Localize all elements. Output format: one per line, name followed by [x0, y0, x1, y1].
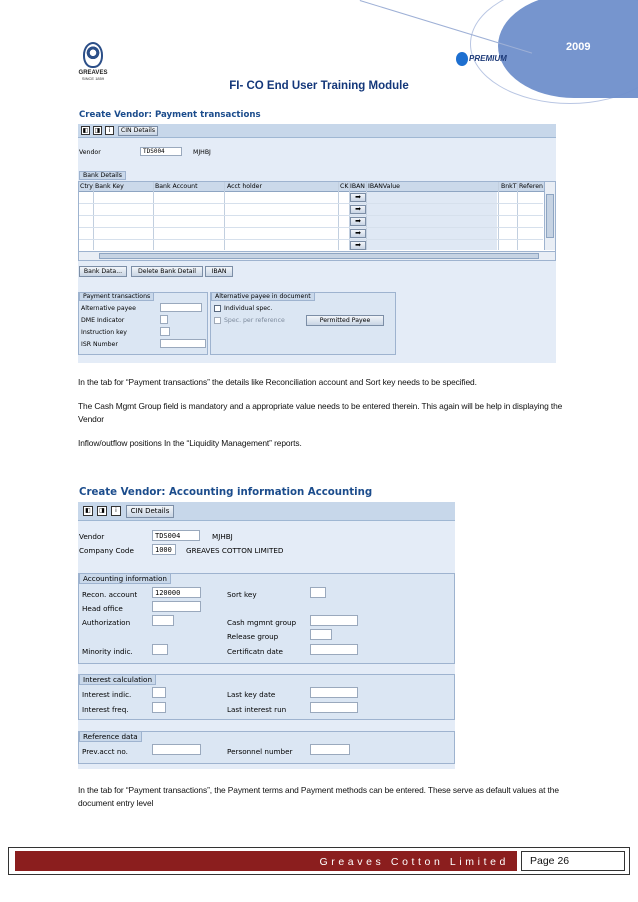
- dme-indicator-field[interactable]: [160, 315, 168, 324]
- horizontal-scrollbar[interactable]: [79, 251, 555, 260]
- logo-since: SINCE 1859: [81, 76, 105, 81]
- group-title: Interest calculation: [79, 674, 156, 685]
- instruction-key-field[interactable]: [160, 327, 170, 336]
- page-number: Page 26: [521, 851, 625, 871]
- iban-value-column: [349, 192, 497, 250]
- table-header: [79, 182, 555, 192]
- company-code-label: Company Code: [79, 546, 134, 555]
- head-office-label: Head office: [82, 604, 123, 613]
- group-title: Accounting information: [79, 573, 171, 584]
- cin-details-button[interactable]: CIN Details: [126, 505, 174, 518]
- cash-mgmnt-group-label: Cash mgmnt group: [227, 618, 297, 627]
- next-icon[interactable]: ◨: [94, 127, 101, 134]
- next-icon[interactable]: ◨: [97, 506, 107, 516]
- column-header: CK: [340, 183, 349, 190]
- column-header: BnkT: [501, 183, 517, 190]
- logo-name: GREAVES: [78, 70, 108, 76]
- info-icon[interactable]: i: [111, 506, 121, 516]
- recon-account-label: Recon. account: [82, 590, 138, 599]
- iban-arrow-icon[interactable]: ➡: [350, 193, 366, 202]
- column-header: Bank Key: [95, 183, 124, 190]
- interest-indicator-field[interactable]: [152, 687, 166, 698]
- permitted-payee-button[interactable]: Permitted Payee: [306, 315, 384, 326]
- authorization-label: Authorization: [82, 618, 131, 627]
- vendor-value: TDS004: [155, 532, 181, 540]
- column-header: Referen: [519, 183, 543, 190]
- page-footer: [8, 847, 630, 875]
- column-header: Bank Account: [155, 183, 198, 190]
- delete-bank-detail-button[interactable]: Delete Bank Detail: [131, 266, 203, 277]
- vendor-value: TDS004: [143, 148, 165, 155]
- vendor-label: Vendor: [79, 532, 105, 541]
- column-header: Ctry: [80, 183, 93, 190]
- certification-date-field[interactable]: [310, 644, 358, 655]
- personnel-number-label: Personnel number: [227, 747, 293, 756]
- prev-icon[interactable]: ◧: [82, 127, 89, 134]
- alternative-payee-label: Alternative payee: [81, 305, 136, 312]
- bank-data-button[interactable]: Bank Data...: [79, 266, 127, 277]
- table-row: [79, 215, 543, 216]
- paragraph: In the tab for “Payment transactions” the details like Reconciliation account and Sort key needs to be specified.: [78, 377, 477, 387]
- vertical-scrollbar[interactable]: [544, 182, 555, 250]
- year-label: 2009: [566, 41, 591, 53]
- app-toolbar: [78, 124, 556, 138]
- column-header: Acct holder: [227, 183, 263, 190]
- group-title: Payment transactions: [79, 292, 154, 301]
- iban-arrow-icon[interactable]: ➡: [350, 229, 366, 238]
- info-icon[interactable]: i: [105, 126, 114, 135]
- interest-frequency-field[interactable]: [152, 702, 166, 713]
- column-header: IBANValue: [368, 183, 400, 190]
- last-key-date-field[interactable]: [310, 687, 358, 698]
- minority-indicator-label: Minority indic.: [82, 647, 133, 656]
- cash-mgmnt-group-field[interactable]: [310, 615, 358, 626]
- footer-band: [15, 851, 517, 871]
- paragraph: Inflow/outflow positions In the “Liquidity Management” reports.: [78, 438, 302, 448]
- vendor-name: MJHBJ: [193, 149, 211, 156]
- spec-per-reference-label: Spec. per reference: [224, 317, 285, 324]
- cin-details-button[interactable]: CIN Details: [118, 126, 158, 136]
- iban-button[interactable]: IBAN: [205, 266, 233, 277]
- company-code-value: 1000: [155, 546, 172, 554]
- last-interest-run-field[interactable]: [310, 702, 358, 713]
- vendor-field[interactable]: [152, 530, 200, 541]
- screen-title: Create Vendor: Payment transactions: [79, 110, 261, 120]
- premium-icon: [456, 52, 468, 66]
- iban-arrow-icon[interactable]: ➡: [350, 241, 366, 250]
- vendor-name: MJHBJ: [212, 532, 233, 541]
- sort-key-label: Sort key: [227, 590, 257, 599]
- authorization-field[interactable]: [152, 615, 174, 626]
- paragraph: In the tab for “Payment transactions”, the Payment terms and Payment methods can be entered. These serve as default values at the document entry level: [78, 785, 559, 808]
- company-code-field[interactable]: [152, 544, 176, 555]
- interest-indicator-label: Interest indic.: [82, 690, 132, 699]
- group-title: Alternative payee in document: [211, 292, 315, 301]
- certification-date-label: Certificatn date: [227, 647, 283, 656]
- recon-account-field[interactable]: [152, 587, 201, 598]
- personnel-number-field[interactable]: [310, 744, 350, 755]
- table-row: [79, 227, 543, 228]
- previous-account-label: Prev.acct no.: [82, 747, 128, 756]
- isr-number-field[interactable]: [160, 339, 206, 348]
- dme-indicator-label: DME Indicator: [81, 317, 125, 324]
- group-title: Reference data: [79, 731, 142, 742]
- individual-spec-label: Individual spec.: [224, 305, 273, 312]
- table-row: [79, 239, 543, 240]
- release-group-label: Release group: [227, 632, 279, 641]
- recon-account-value: 120000: [155, 589, 181, 597]
- instruction-key-label: Instruction key: [81, 329, 127, 336]
- document-title: FI- CO End User Training Module: [229, 80, 409, 92]
- isr-number-label: ISR Number: [81, 341, 118, 348]
- release-group-field[interactable]: [310, 629, 332, 640]
- vendor-field[interactable]: [140, 147, 182, 156]
- scroll-thumb[interactable]: [546, 194, 554, 238]
- table-row: [79, 203, 543, 204]
- individual-spec-checkbox[interactable]: [214, 305, 221, 312]
- prev-icon[interactable]: ◧: [83, 506, 93, 516]
- screen-title: Create Vendor: Accounting information Accounting: [79, 487, 373, 498]
- spec-per-reference-checkbox[interactable]: [214, 317, 221, 324]
- last-interest-run-label: Last interest run: [227, 705, 287, 714]
- paragraph: The Cash Mgmt Group field is mandatory and a appropriate value needs to be entered therein. This again will be help in displaying the Vendor: [78, 401, 563, 424]
- iban-arrow-icon[interactable]: ➡: [350, 217, 366, 226]
- logo-emblem-icon: [83, 42, 103, 68]
- scroll-thumb[interactable]: [99, 253, 539, 259]
- vendor-label: Vendor: [79, 149, 101, 156]
- app-toolbar: [78, 502, 455, 521]
- company-name: GREAVES COTTON LIMITED: [186, 546, 284, 555]
- footer-company: Greaves Cotton Limited: [319, 856, 509, 868]
- alternative-payee-field[interactable]: [160, 303, 202, 312]
- tab-bank-details[interactable]: Bank Details: [79, 171, 126, 180]
- last-key-date-label: Last key date: [227, 690, 276, 699]
- minority-indicator-field[interactable]: [152, 644, 168, 655]
- previous-account-field[interactable]: [152, 744, 201, 755]
- iban-arrow-icon[interactable]: ➡: [350, 205, 366, 214]
- premium-logo: [456, 52, 507, 66]
- head-office-field[interactable]: [152, 601, 201, 612]
- sort-key-field[interactable]: [310, 587, 326, 598]
- premium-label: PREMIUM: [469, 54, 507, 64]
- interest-frequency-label: Interest freq.: [82, 705, 129, 714]
- column-header: IBAN: [350, 183, 365, 190]
